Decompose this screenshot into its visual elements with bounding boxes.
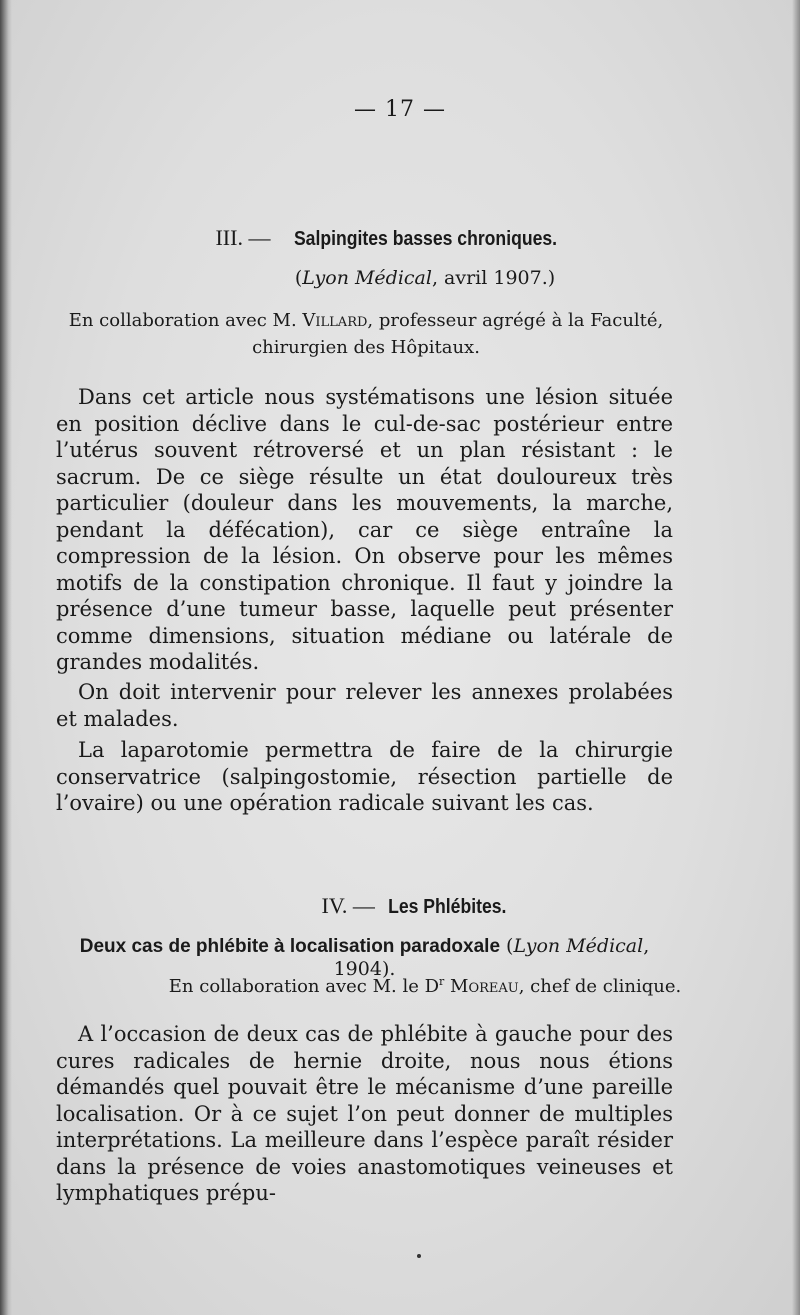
subtitle-open: (	[500, 935, 514, 957]
section-3-number: III. —	[215, 225, 271, 250]
collab-prefix: En collaboration avec M. le D	[168, 976, 440, 997]
source-journal: Lyon Médical	[302, 267, 432, 289]
section-4-number: IV. —	[321, 893, 375, 918]
section-3-collaboration	[60, 307, 672, 361]
page-number: — 17 —	[354, 97, 446, 122]
collab-sup: r	[439, 975, 445, 988]
collab-suffix: , professeur agrégé à la Faculté, chirurgien des Hôpitaux.	[252, 310, 670, 358]
section-3-source	[50, 267, 800, 289]
collab-prefix: En collaboration avec M.	[68, 310, 303, 331]
source-date: , avril 1907.)	[431, 267, 556, 289]
section-4-title: Les Phlébites.	[388, 896, 507, 918]
source-open: (	[294, 267, 303, 289]
section-3-heading	[0, 225, 800, 251]
section-3-paragraph-1: Dans cet article nous systématisons une lésion située en position déclive dans le cul-de-sac postérieur entre l’utérus souvent rétroversé et un plan résistant : le sacrum. De ce siège résulte un état douloureux très particulier (douleur dans les mouvements, la marche, pendant la défécation), car ce siège entraîne la compression de la lésion. On observe pour les mêmes motifs de la constipation chronique. Il faut y joindre la présence d’une tumeur basse, laquelle peut présenter comme dimensions, situation médiane ou latérale de grandes modalités.	[56, 385, 673, 674]
section-4-heading	[36, 893, 800, 919]
subtitle-journal: Lyon Médical	[513, 935, 644, 957]
subtitle-close: , 1904).	[333, 935, 656, 980]
section-4-collaboration	[50, 975, 800, 997]
collab-name: Villard	[302, 310, 368, 331]
collab-name: Moreau	[444, 976, 519, 997]
section-3-title: Salpingites basses chroniques.	[293, 228, 557, 250]
section-3-paragraph-3: La laparotomie permettra de faire de la chirurgie conservatrice (salpingostomie, résection partielle de l’ovaire) ou une opération radicale suivant les cas.	[56, 738, 673, 815]
section-4-subtitle	[56, 935, 673, 980]
section-3-paragraph-2: On doit intervenir pour relever les annexes prolabées et malades.	[56, 680, 673, 731]
ink-speck	[417, 1254, 421, 1258]
collab-suffix: , chef de clinique.	[518, 976, 682, 997]
subtitle-text: Deux cas de phlébite à localisation paradoxale	[79, 936, 501, 957]
section-4-paragraph: A l’occasion de deux cas de phlébite à gauche pour des cures radicales de hernie droite, nous nous étions démandés quel pouvait être le mécanisme d’une pareille localisation. Or à ce sujet l’on peut donner de multiples interprétations. La meilleure dans l’espèce paraît résider dans la présence de voies anastomotiques veineuses et lymphatiques prépu-	[56, 1022, 673, 1205]
